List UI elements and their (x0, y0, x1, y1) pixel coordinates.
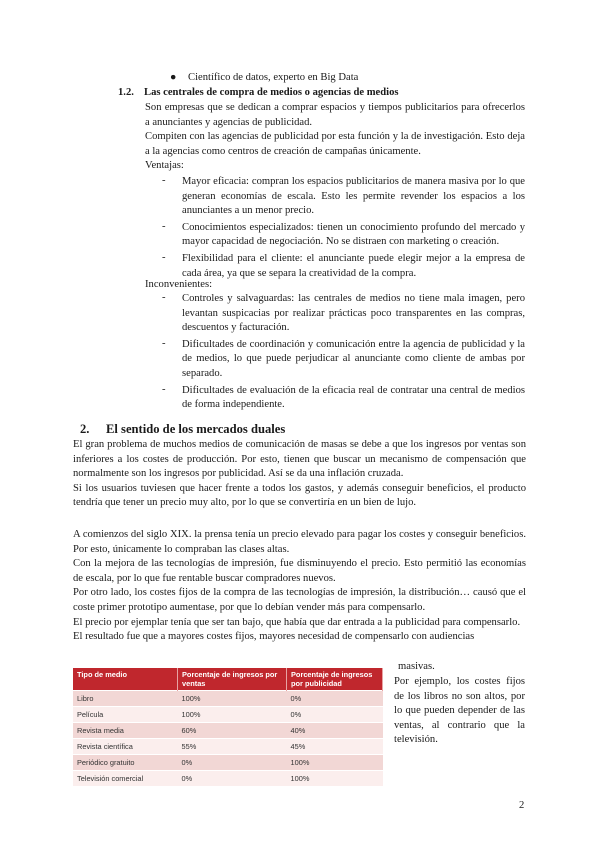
section-number: 2. (80, 422, 90, 436)
section-title: Las centrales de compra de medios o agencias de medios (144, 87, 399, 98)
paragraph: Son empresas que se dedican a comprar espacios y tiempos publicitarios para ofrecerlos a anunciantes y agencias de publicidad. (145, 102, 525, 128)
list-item-text: Controles y salvaguardas: las centrales de medios no tiene mala imagen, pero levantan suspicacias por realizar prácticas poco transparentes en las compras, descuentos y facturación. (182, 293, 525, 334)
paragraph: masivas. (398, 661, 435, 672)
table-cell: 0% (287, 691, 383, 707)
table-cell: Película (73, 707, 178, 723)
table-cell: Libro (73, 691, 178, 707)
table-cell: 45% (287, 739, 383, 755)
table-cell: 40% (287, 723, 383, 739)
bullet-marker: ● (170, 72, 177, 83)
table-cell: 0% (287, 707, 383, 723)
section-heading-1-2 (118, 87, 399, 98)
bullet-text: Científico de datos, experto en Big Data (188, 72, 359, 83)
section-number: 1.2. (118, 87, 134, 98)
section-title: El sentido de los mercados duales (106, 422, 286, 436)
list-item-text: Dificultades de evaluación de la eficacia real de contratar una central de medios de forma independiente. (182, 384, 525, 411)
table-row (73, 739, 383, 755)
paragraph: El resultado fue que a mayores costes fijos, mayores necesidad de compensarlo con audiencias (73, 631, 475, 643)
paragraph: Si los usuarios tuviesen que hacer frente a todos los gastos, y además conseguir beneficios, el producto tendría que tener un precio muy alto, por lo que se convertiría en un bien de lujo. (73, 482, 526, 509)
paragraph: Por ejemplo, los costes fijos de los libros no son altos, por lo que pueden depender de las ventas, al contrario que la televisión. (394, 676, 525, 746)
inconvenientes-label: Inconvenientes: (145, 279, 213, 290)
paragraph: Compiten con las agencias de publicidad por esta función y la de investigación. Esto deja a la agencias como centros de creación de campañas únicamente. (145, 131, 525, 157)
list-item-text: Dificultades de coordinación y comunicación entre la agencia de publicidad y la de medios, lo que puede perjudicar al anunciante como cliente de ambas por separado. (182, 338, 525, 379)
table-cell: Televisión comercial (73, 771, 178, 787)
list-item (162, 252, 525, 281)
section-2-body-bottom (73, 528, 526, 645)
table-cell: 60% (178, 723, 287, 739)
table-row (73, 691, 383, 707)
paragraph: El gran problema de muchos medios de comunicación de masas se debe a que los ingresos por ventas son inferiores a los costes de producción. Por esto, tienen que buscar un mecanismo de compensación que normalmente son los ingresos por publicidad. Así se da una inflación cruzada. (73, 439, 526, 480)
table-cell: Periódico gratuito (73, 755, 178, 771)
table-cell: Revista científica (73, 739, 178, 755)
list-item (162, 292, 525, 336)
table-row (73, 755, 383, 771)
inconvenientes-list (162, 292, 525, 415)
table-header-cell: Tipo de medio (73, 668, 178, 691)
table-header-row (73, 668, 383, 691)
dash-marker: - (162, 292, 166, 303)
paragraph: El precio por ejemplar tenía que ser tan bajo, que había que dar entrada a la publicidad para compensarlo. (73, 616, 521, 628)
list-item (162, 338, 525, 382)
list-item (162, 175, 525, 219)
table-cell: 100% (287, 755, 383, 771)
table-cell: Revista media (73, 723, 178, 739)
dash-marker: - (162, 337, 166, 349)
section-heading-2 (80, 422, 286, 437)
page-number: 2 (519, 800, 525, 811)
table-cell: 55% (178, 739, 287, 755)
table-header-cell: Porcentaje de ingresos por ventas (178, 668, 287, 691)
paragraph: Con la mejora de las tecnologías de impresión, fue disminuyendo el precio. Esto permitió las economías de escala, por lo que fue rentable buscar compradores nuevos. (73, 558, 526, 584)
paragraph: A comienzos del siglo XIX. la prensa tenía un precio elevado para pagar los costes y conseguir beneficios. Por esto, únicamente lo compraban las clases altas. (73, 529, 526, 555)
dash-marker: - (162, 220, 166, 232)
table-row (73, 707, 383, 723)
media-revenue-table (73, 668, 383, 786)
table-cell: 100% (178, 707, 287, 723)
dash-marker: - (162, 251, 166, 263)
table-cell: 0% (178, 755, 287, 771)
continuation-text (398, 660, 529, 675)
table-cell: 100% (178, 691, 287, 707)
list-item (162, 221, 525, 250)
section-1-2-intro (145, 101, 525, 174)
paragraph: Por otro lado, los costes fijos de la compra de las tecnologías de impresión, la distribución… causó que el coste primer prototipo aumentase, por que lo debían vender más para compensarlo. (73, 587, 526, 613)
section-2-body-top (73, 438, 526, 511)
inconvenientes-heading (145, 278, 525, 293)
list-item-text: Conocimientos especializados: tienen un conocimiento profundo del mercado y mayor capacidad de negociación. No se distraen con marketing o creación. (182, 221, 525, 248)
ventajas-list (162, 175, 525, 283)
table-cell: 100% (287, 771, 383, 787)
table-row (73, 723, 383, 739)
list-item-text: Flexibilidad para el cliente: el anunciante puede elegir mejor a la empresa de cada área, ya que se separa la creatividad de la compra. (182, 252, 525, 279)
dash-marker: - (162, 383, 166, 395)
side-note (394, 675, 525, 748)
table-header-cell: Porcentaje de ingresos por publicidad (287, 668, 383, 691)
dash-marker: - (162, 175, 166, 186)
list-item (162, 384, 525, 413)
ventajas-label: Ventajas: (145, 160, 184, 172)
table-cell: 0% (178, 771, 287, 787)
table-row (73, 771, 383, 787)
list-item-text: Mayor eficacia: compran los espacios publicitarios de manera masiva por lo que generan economías de escala. Esto les permite revender los espacios a los anunciantes a un menor precio. (182, 176, 525, 217)
